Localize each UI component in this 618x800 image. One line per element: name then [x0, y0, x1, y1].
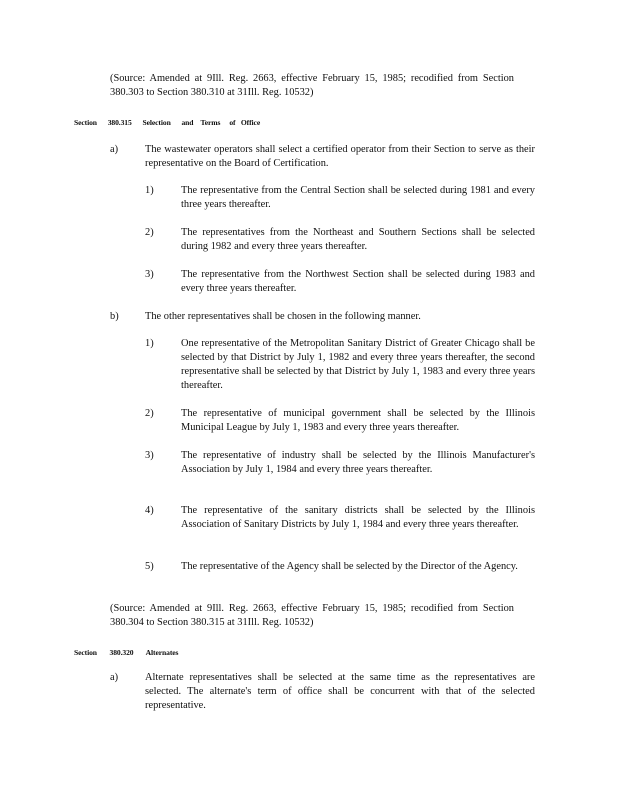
item-a3-label: 3): [145, 269, 154, 280]
item-b3-label: 3): [145, 450, 154, 461]
section-heading-380-315: Section 380.315 Selection and Terms of Office: [74, 118, 261, 127]
item-b2-text: The representative of municipal government shall be selected by the Illinois Municipal League by July 1, 1983 and every three years thereafter.: [181, 408, 535, 433]
item-b1-text: One representative of the Metropolitan Sanitary District of Greater Chicago shall be selected by that District by July 1, 1982 and every three years thereafter, the second representative shall be selected by that District by July 1, 1983 and every three years thereafter.: [181, 338, 535, 391]
item-b5-text: The representative of the Agency shall be selected by the Director of the Agency.: [181, 561, 518, 572]
item-a1-label: 1): [145, 185, 154, 196]
item-b4-label: 4): [145, 505, 154, 516]
subsection-a-label: a): [110, 144, 119, 155]
item-a2-label: 2): [145, 227, 154, 238]
item-b3-text: The representative of industry shall be selected by the Illinois Manufacturer's Association by July 1, 1984 and every three years thereafter.: [181, 450, 535, 475]
alternates-a-label: a): [110, 672, 119, 683]
subsection-b-label: b): [110, 311, 119, 322]
subsection-a-text: The wastewater operators shall select a certified operator from their Section to serve as their representative on the Board of Certification.: [145, 144, 535, 169]
section-heading-380-320: Section 380.320 Alternates: [74, 648, 179, 657]
item-b1-label: 1): [145, 338, 154, 349]
item-b2-label: 2): [145, 408, 154, 419]
source-note-380-315: (Source: Amended at 9Ill. Reg. 2663, effective February 15, 1985; recodified from Section 380.304 to Section 380.315 at 31Ill. Reg. 10532): [110, 603, 514, 628]
subsection-b-text: The other representatives shall be chosen in the following manner.: [145, 311, 421, 322]
alternates-a-text: Alternate representatives shall be selected at the same time as the representatives are selected. The alternate's term of office shall be concurrent with that of the selected representative.: [145, 672, 535, 711]
item-a2-text: The representatives from the Northeast and Southern Sections shall be selected during 1982 and every three years thereafter.: [181, 227, 535, 252]
item-a3-text: The representative from the Northwest Section shall be selected during 1983 and every three years thereafter.: [181, 269, 535, 294]
item-b5-label: 5): [145, 561, 154, 572]
source-note-top: (Source: Amended at 9Ill. Reg. 2663, effective February 15, 1985; recodified from Section 380.303 to Section 380.310 at 31Ill. Reg. 10532): [110, 73, 514, 98]
item-a1-text: The representative from the Central Section shall be selected during 1981 and every three years thereafter.: [181, 185, 535, 210]
item-b4-text: The representative of the sanitary districts shall be selected by the Illinois Association of Sanitary Districts by July 1, 1984 and every three years thereafter.: [181, 505, 535, 530]
